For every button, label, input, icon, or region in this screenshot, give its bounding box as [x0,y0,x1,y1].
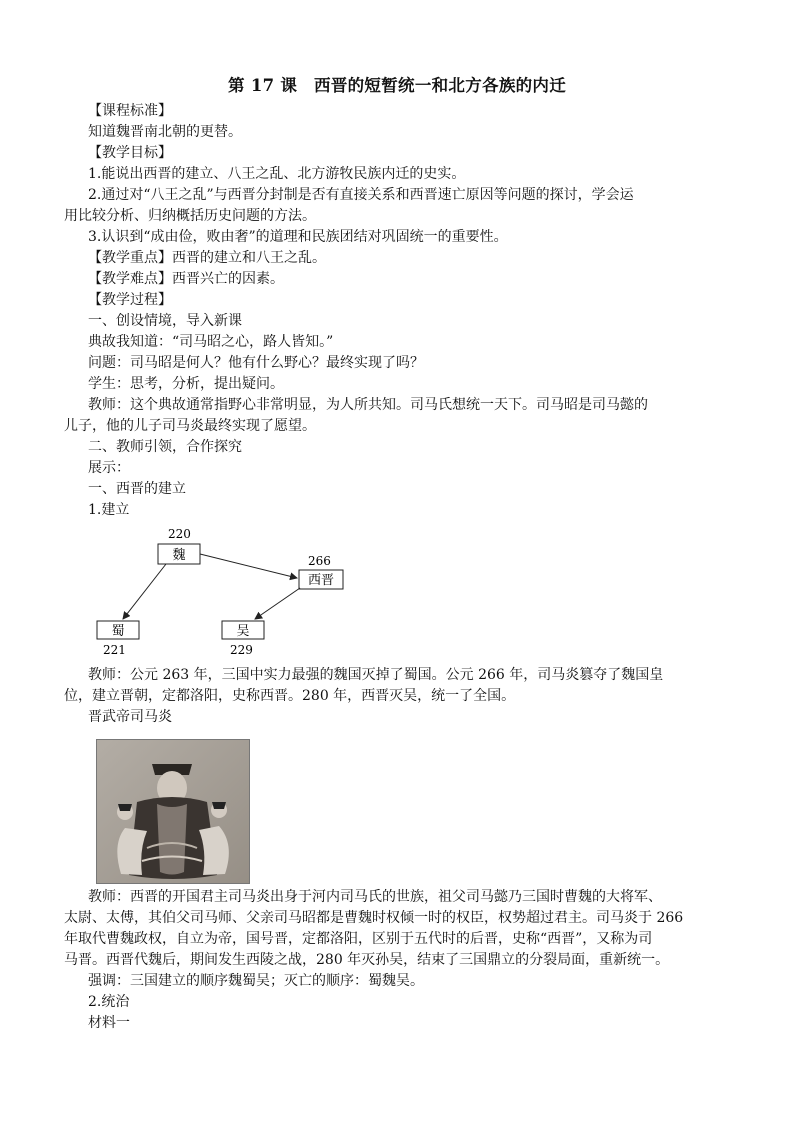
teaching-difficulty: 【教学难点】西晋兴亡的因素。 [88,271,284,287]
teaching-process-heading: 【教学过程】 [88,292,172,308]
section-one-intro: 一、创设情境，导入新课 [88,313,242,329]
final-paragraph-line-two: 太尉、太傅，其伯父司马师、父亲司马昭都是曹魏时权倾一时的权臣，权势超过君主。司马炎于 266 [64,910,684,926]
conquest-line-one: 教师：公元 263 年，三国中实力最强的魏国灭掉了蜀国。公元 266 年，司马炎篡夺了魏国皇 [88,667,664,683]
wei-to-jin-arrow [200,554,297,578]
final-paragraph-line-one: 教师：西晋的开国君主司马炎出身于河内司马氏的世族，祖父司马懿乃三国时曹魏的大将军、 [88,889,662,905]
teaching-focus: 【教学重点】西晋的建立和八王之乱。 [88,250,326,266]
final-paragraph-line-four: 马晋。西晋代魏后，期间发生西陵之战，280 年灭孙吴，结束了三国鼎立的分裂局面，重新统一。 [64,952,670,968]
course-standard-heading: 【课程标准】 [88,103,172,119]
wei-label: 魏 [172,548,186,563]
wei-to-shu-arrow [123,564,166,619]
goal-two-line-two: 用比较分析、归纳概括历史问题的方法。 [64,208,316,224]
teacher-line-two: 儿子，他的儿子司马炎最终实现了愿望。 [64,418,316,434]
goal-two-line-one: 2.通过对“八王之乱”与西晋分封制是否有直接关系和西晋速亡原因等问题的探讨，学会运 [88,187,634,203]
emphasis-line: 强调：三国建立的顺序魏蜀吴；灭亡的顺序：蜀魏吴。 [88,973,424,989]
conquest-line-two: 位，建立晋朝，定都洛阳，史称西晋。280 年，西晋灭吴，统一了全国。 [64,688,516,704]
goal-one: 1.能说出西晋的建立、八王之乱、北方游牧民族内迁的史实。 [88,166,466,182]
goal-three: 3.认识到“成由俭，败由奢”的道理和民族团结对巩固统一的重要性。 [88,229,508,245]
emperor-portrait-image [96,739,250,884]
lesson-title: 第 17 课 西晋的短暂统一和北方各族的内迁 [227,76,567,95]
dynasty-transition-diagram [88,520,368,660]
wu-label: 吴 [236,624,250,639]
wu-year: 229 [230,643,253,657]
material-one-label: 材料一 [88,1015,130,1031]
governance-heading: 2.统治 [88,994,130,1010]
western-jin-establishment-heading: 一、西晋的建立 [88,481,186,497]
western-jin-year: 266 [308,554,331,568]
section-two-heading: 二、教师引领，合作探究 [88,439,242,455]
shu-year: 221 [103,643,126,657]
course-standard-text: 知道魏晋南北朝的更替。 [88,124,242,140]
final-paragraph-line-three: 年取代曹魏政权，自立为帝，国号晋，定都洛阳，区别于五代时的后晋，史称“西晋”，又称为司 [64,931,653,947]
teacher-line-one: 教师：这个典故通常指野心非常明显，为人所共知。司马氏想统一天下。司马昭是司马懿的 [88,397,648,413]
allusion-line: 典故我知道：“司马昭之心，路人皆知。” [88,334,334,350]
western-jin-label: 西晋 [307,573,335,588]
shu-label: 蜀 [111,624,125,639]
display-label: 展示： [88,460,130,476]
wei-year: 220 [168,527,191,541]
portrait-caption: 晋武帝司马炎 [88,709,172,725]
student-line: 学生：思考，分析，提出疑问。 [88,376,284,392]
question-line: 问题：司马昭是何人？他有什么野心？最终实现了吗？ [88,355,424,371]
teaching-goals-heading: 【教学目标】 [88,145,172,161]
jin-to-wu-arrow [255,588,300,619]
establishment-subheading: 1.建立 [88,502,130,518]
